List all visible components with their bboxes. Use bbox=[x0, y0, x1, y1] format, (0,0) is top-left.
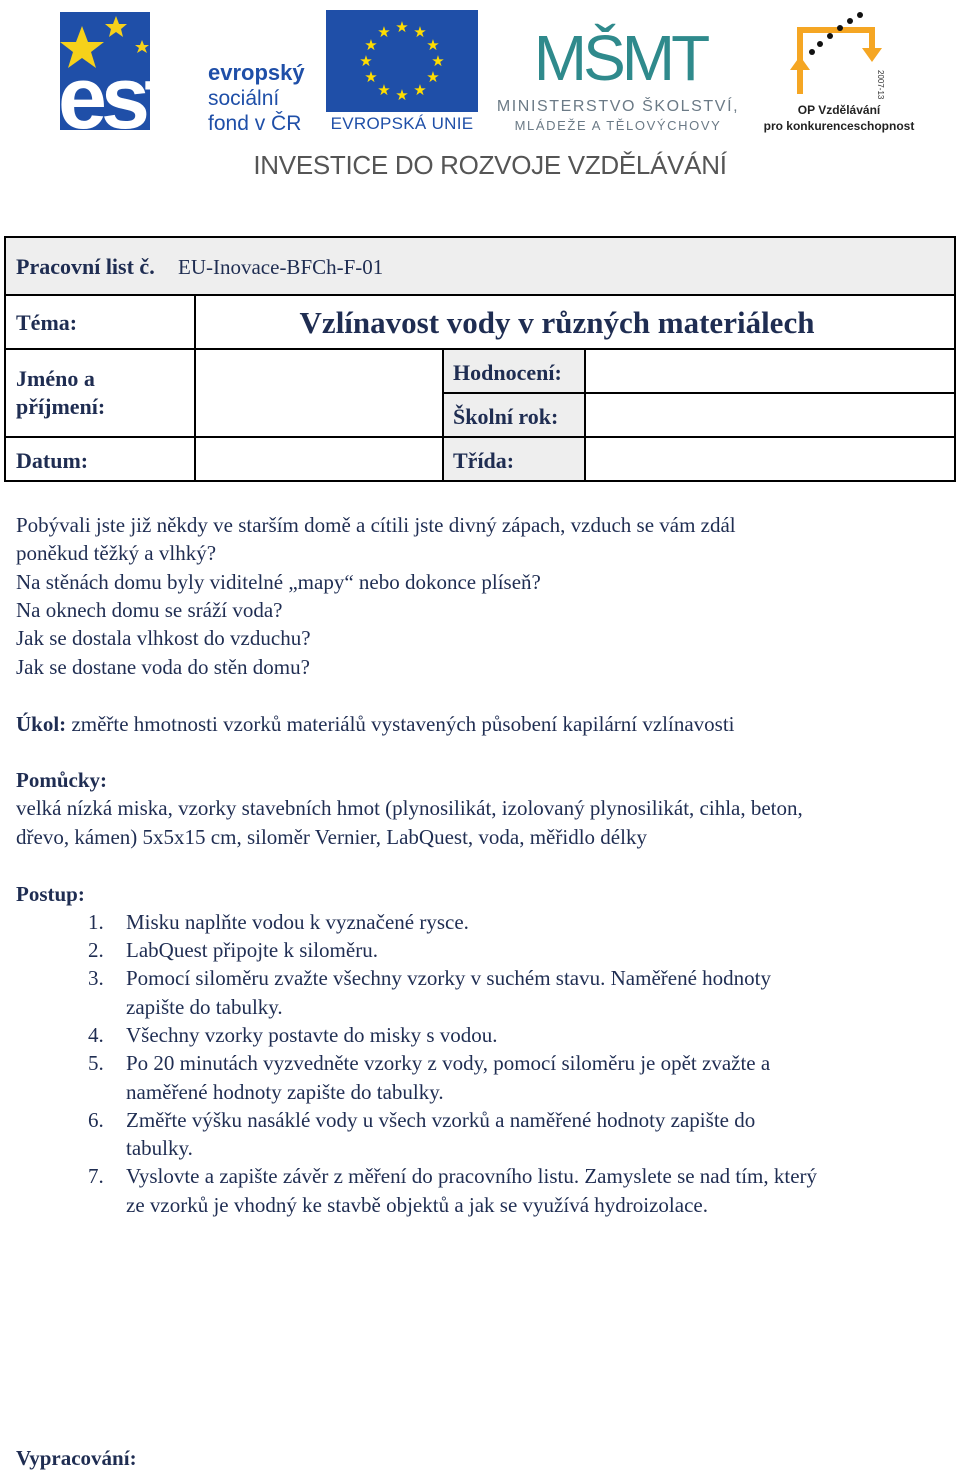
worksheet-row bbox=[4, 236, 956, 296]
topic-label: Téma: bbox=[16, 310, 78, 335]
intro-line: Na stěnách domu byly viditelné „mapy“ nebo dokonce plíseň? bbox=[16, 570, 541, 594]
intro-line: Jak se dostane voda do stěn domu? bbox=[16, 655, 310, 679]
rating-label: Hodnocení: bbox=[453, 360, 562, 385]
step-text: Po 20 minutách vyzvedněte vzorky z vody, pomocí siloměru je opět zvažte a bbox=[126, 1051, 771, 1075]
school-year-label-cell bbox=[442, 392, 586, 438]
investice-banner: INVESTICE DO ROZVOJE VZDĚLÁVÁNÍ bbox=[253, 150, 727, 180]
name-field[interactable] bbox=[194, 348, 444, 438]
name-label-cell bbox=[4, 348, 196, 438]
step-text: Pomocí siloměru zvažte všechny vzorky v suchém stavu. Naměřené hodnoty bbox=[126, 966, 771, 990]
step-number: 5. bbox=[88, 1051, 104, 1075]
step-text: ze vzorků je vhodný ke stavbě objektů a jak se využívá hydroizolace. bbox=[126, 1193, 708, 1217]
topic-cell bbox=[194, 294, 956, 350]
svg-text:★: ★ bbox=[395, 86, 409, 104]
op-logo bbox=[786, 8, 892, 100]
esf-text-2: sociální bbox=[208, 87, 280, 110]
svg-text:★: ★ bbox=[364, 68, 378, 86]
step-text: LabQuest připojte k siloměru. bbox=[126, 938, 378, 962]
eu-flag-icon bbox=[326, 10, 478, 112]
school-year-label: Školní rok: bbox=[453, 404, 559, 429]
svg-text:★: ★ bbox=[426, 36, 440, 54]
header-logos bbox=[0, 0, 960, 190]
task-text: změřte hmotnosti vzorků materiálů vystavených působení kapilární vzlínavosti bbox=[71, 712, 735, 736]
eu-caption: EVROPSKÁ UNIE bbox=[330, 114, 474, 133]
msmt-logo bbox=[533, 8, 707, 98]
task bbox=[16, 712, 735, 737]
op-line-2: pro konkurenceschopnost bbox=[763, 119, 915, 133]
svg-text:★: ★ bbox=[413, 23, 427, 41]
step-number: 3. bbox=[88, 966, 104, 990]
class-label-cell bbox=[442, 436, 586, 482]
step-text: Všechny vzorky postavte do misky s vodou. bbox=[126, 1023, 498, 1047]
tools-label: Pomůcky: bbox=[16, 768, 107, 792]
class-field[interactable] bbox=[584, 436, 956, 482]
worksheet-code: EU-Inovace-BFCh-F-01 bbox=[178, 255, 384, 279]
svg-text:★: ★ bbox=[413, 81, 427, 99]
tools-line: velká nízká miska, vzorky stavebních hmot (plynosilikát, izolovaný plynosilikát, cihla, beton, bbox=[16, 796, 803, 820]
class-label: Třída: bbox=[453, 448, 515, 473]
date-field[interactable] bbox=[194, 436, 444, 482]
svg-text:★: ★ bbox=[395, 18, 409, 36]
step-number: 7. bbox=[88, 1164, 104, 1188]
msmt-line-2: MLÁDEŽE A TĚLOVÝCHOVY bbox=[514, 118, 722, 133]
svg-text:★: ★ bbox=[431, 52, 445, 70]
esf-text-1: evropský bbox=[208, 60, 305, 85]
svg-text:★: ★ bbox=[426, 68, 440, 86]
op-years: 2007-13 bbox=[876, 70, 885, 100]
elaboration-label: Vypracování: bbox=[16, 1446, 137, 1470]
svg-text:esf: esf bbox=[58, 48, 168, 147]
name-label-line-2: příjmení: bbox=[16, 394, 106, 419]
msmt-line-1: MINISTERSTVO ŠKOLSTVÍ, bbox=[496, 98, 740, 115]
intro-line: poněkud těžký a vlhký? bbox=[16, 541, 217, 565]
step-number: 1. bbox=[88, 910, 104, 934]
step-text: Vyslovte a zapište závěr z měření do pracovního listu. Zamyslete se nad tím, který bbox=[126, 1164, 818, 1188]
worksheet-label: Pracovní list č. bbox=[16, 254, 155, 279]
step-text: Misku naplňte vodou k vyznačené rysce. bbox=[126, 910, 469, 934]
name-label-line-1: Jméno a bbox=[16, 366, 95, 391]
step-text: zapište do tabulky. bbox=[126, 995, 283, 1019]
date-label: Datum: bbox=[16, 448, 89, 473]
intro-line: Na oknech domu se sráží voda? bbox=[16, 598, 283, 622]
step-number: 4. bbox=[88, 1023, 104, 1047]
svg-text:★: ★ bbox=[364, 36, 378, 54]
task-label: Úkol: bbox=[16, 712, 67, 736]
svg-text:★: ★ bbox=[377, 81, 391, 99]
worksheet-form bbox=[4, 236, 956, 482]
step-text: naměřené hodnoty zapište do tabulky. bbox=[126, 1080, 444, 1104]
esf-text-3: fond v ČR bbox=[208, 112, 302, 135]
svg-text:★: ★ bbox=[377, 23, 391, 41]
topic-label-cell bbox=[4, 294, 196, 350]
rating-label-cell bbox=[442, 348, 586, 394]
intro-line: Pobývali jste již někdy ve starším domě a cítili jste divný zápach, vzduch se vám zdál bbox=[16, 513, 736, 537]
step-number: 2. bbox=[88, 938, 104, 962]
rating-field[interactable] bbox=[584, 348, 956, 394]
date-label-cell bbox=[4, 436, 196, 482]
step-number: 6. bbox=[88, 1108, 104, 1132]
topic-title: Vzlínavost vody v různých materiálech bbox=[299, 305, 815, 340]
tools-line: dřevo, kámen) 5x5x15 cm, siloměr Vernier, LabQuest, voda, měřidlo délky bbox=[16, 825, 647, 849]
op-line-1: OP Vzdělávání bbox=[797, 103, 881, 117]
school-year-field[interactable] bbox=[584, 392, 956, 438]
esf-logo bbox=[58, 10, 320, 147]
svg-text:★: ★ bbox=[359, 52, 373, 70]
step-text: tabulky. bbox=[126, 1136, 193, 1160]
msmt-mark: MŠMT bbox=[533, 22, 707, 94]
procedure-label: Postup: bbox=[16, 882, 85, 906]
intro-line: Jak se dostala vlhkost do vzduchu? bbox=[16, 626, 311, 650]
step-text: Změřte výšku nasáklé vody u všech vzorků a naměřené hodnoty zapište do bbox=[126, 1108, 756, 1132]
